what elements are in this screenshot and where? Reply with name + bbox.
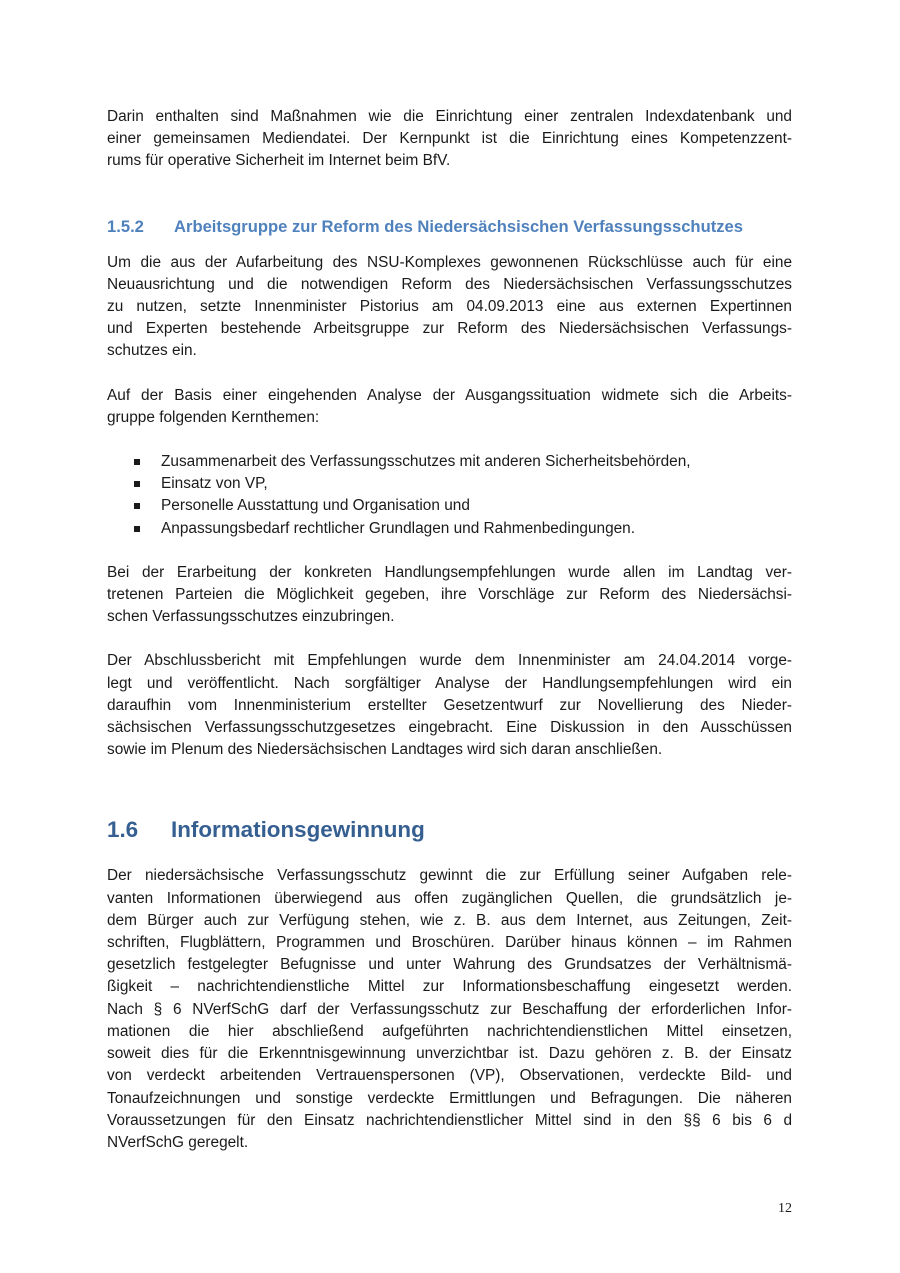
text-line: Neuausrichtung und die notwendigen Reform des Niedersächsischen Verfassungsschutzes <box>107 275 792 293</box>
text-line: dem Bürger auch zur Verfügung stehen, wie z. B. aus dem Internet, aus Zeitungen, Zeit- <box>107 911 792 929</box>
text-line: und Experten bestehende Arbeitsgruppe zur Reform des Niedersächsischen Verfassungs- <box>107 320 792 338</box>
page-number: 12 <box>778 1201 792 1216</box>
paragraph <box>107 385 792 429</box>
text-line: gesetzlich festgelegter Befugnisse und unter Wahrung des Grundsatzes der Verhältnismä- <box>107 956 792 974</box>
text-line: gruppe folgenden Kernthemen: <box>107 408 320 426</box>
section-title: Arbeitsgruppe zur Reform des Niedersächsischen Verfassungsschutzes <box>174 216 743 236</box>
text-line: einer gemeinsamen Mediendatei. Der Kernpunkt ist die Einrichtung eines Kompetenzzent- <box>107 130 792 148</box>
text-line: rums für operative Sicherheit im Internet beim BfV. <box>107 152 451 170</box>
text-line: zu nutzen, setzte Innenminister Pistorius am 04.09.2013 eine aus externen Expertinnen <box>107 298 792 316</box>
text-line: von verdeckt arbeitenden Vertrauenspersonen (VP), Observationen, verdeckte Bild- und <box>107 1067 792 1085</box>
paragraph <box>107 252 792 363</box>
square-bullet-icon <box>134 481 140 487</box>
text-line: Der niedersächsische Verfassungsschutz gewinnt die zur Erfüllung seiner Aufgaben rele- <box>107 867 792 885</box>
square-bullet-icon <box>134 526 140 532</box>
text-line: sowie im Plenum des Niedersächsischen Landtages wird sich daran anschließen. <box>107 741 663 759</box>
text-line: tretenen Parteien die Möglichkeit gegeben, ihre Vorschläge zur Reform des Niedersächsi- <box>107 586 792 604</box>
list-item-text: Zusammenarbeit des Verfassungsschutzes mit anderen Sicherheitsbehörden, <box>161 453 691 471</box>
list-item-text: Einsatz von VP, <box>161 475 268 493</box>
text-line: ßigkeit – nachrichtendienstliche Mittel zur Informationsbeschaffung eingesetzt werden. <box>107 978 792 996</box>
list-item <box>107 451 792 473</box>
text-line: Voraussetzungen für den Einsatz nachrichtendienstlicher Mittel sind in den §§ 6 bis 6 d <box>107 1111 792 1129</box>
text-line: legt und veröffentlicht. Nach sorgfältiger Analyse der Handlungsempfehlungen wird ein <box>107 674 792 692</box>
text-line: daraufhin vom Innenministerium erstellter Gesetzentwurf zur Novellierung des Nieder- <box>107 696 792 714</box>
text-line: mationen die hier abschließend aufgeführten nachrichtendienstlichen Mittel einsetzen, <box>107 1022 792 1040</box>
section-title: Informationsgewinnung <box>171 817 425 843</box>
text-line: NVerfSchG geregelt. <box>107 1133 249 1151</box>
square-bullet-icon <box>134 503 140 509</box>
list-item <box>107 518 792 540</box>
text-line: vanten Informationen überwiegend aus offen zugänglichen Quellen, die grundsätzlich je- <box>107 889 792 907</box>
text-line: Um die aus der Aufarbeitung des NSU-Komplexes gewonnenen Rückschlüsse auch für eine <box>107 253 792 271</box>
text-line: Nach § 6 NVerfSchG darf der Verfassungsschutz zur Beschaffung der erforderlichen Infor- <box>107 1000 792 1018</box>
paragraph <box>107 562 792 629</box>
list-item <box>107 473 792 495</box>
text-line: Der Abschlussbericht mit Empfehlungen wurde dem Innenminister am 24.04.2014 vorge- <box>107 652 792 670</box>
list-item-text: Anpassungsbedarf rechtlicher Grundlagen und Rahmenbedingungen. <box>161 519 636 537</box>
text-line: Auf der Basis einer eingehenden Analyse der Ausgangssituation widmete sich die Arbeits- <box>107 386 792 404</box>
document-page <box>107 106 792 1154</box>
text-line: Bei der Erarbeitung der konkreten Handlungsempfehlungen wurde allen im Landtag ver- <box>107 563 792 581</box>
list-item <box>107 495 792 517</box>
bullet-list <box>107 451 792 540</box>
list-item-text: Personelle Ausstattung und Organisation und <box>161 497 470 515</box>
text-line: Darin enthalten sind Maßnahmen wie die Einrichtung einer zentralen Indexdatenbank und <box>107 108 792 125</box>
intro-paragraph <box>107 106 792 173</box>
text-line: soweit dies für die Erkenntnisgewinnung unverzichtbar ist. Dazu gehören z. B. der Einsatz <box>107 1045 792 1063</box>
text-line: schutzes ein. <box>107 342 197 360</box>
text-line: schen Verfassungsschutzes einzubringen. <box>107 608 395 626</box>
section-heading-1-5-2 <box>107 215 792 239</box>
text-line: Tonaufzeichnungen und sonstige verdeckte Ermittlungen und Befragungen. Die näheren <box>107 1089 792 1107</box>
paragraph <box>107 650 792 761</box>
section-number: 1.6 <box>107 817 139 843</box>
text-line: schriften, Flugblättern, Programmen und Broschüren. Darüber hinaus können – im Rahmen <box>107 934 792 952</box>
section-number: 1.5.2 <box>107 216 144 236</box>
section-heading-1-6 <box>107 815 792 845</box>
paragraph <box>107 865 792 1154</box>
square-bullet-icon <box>134 459 140 465</box>
text-line: sächsischen Verfassungsschutzgesetzes eingebracht. Eine Diskussion in den Ausschüssen <box>107 719 792 737</box>
